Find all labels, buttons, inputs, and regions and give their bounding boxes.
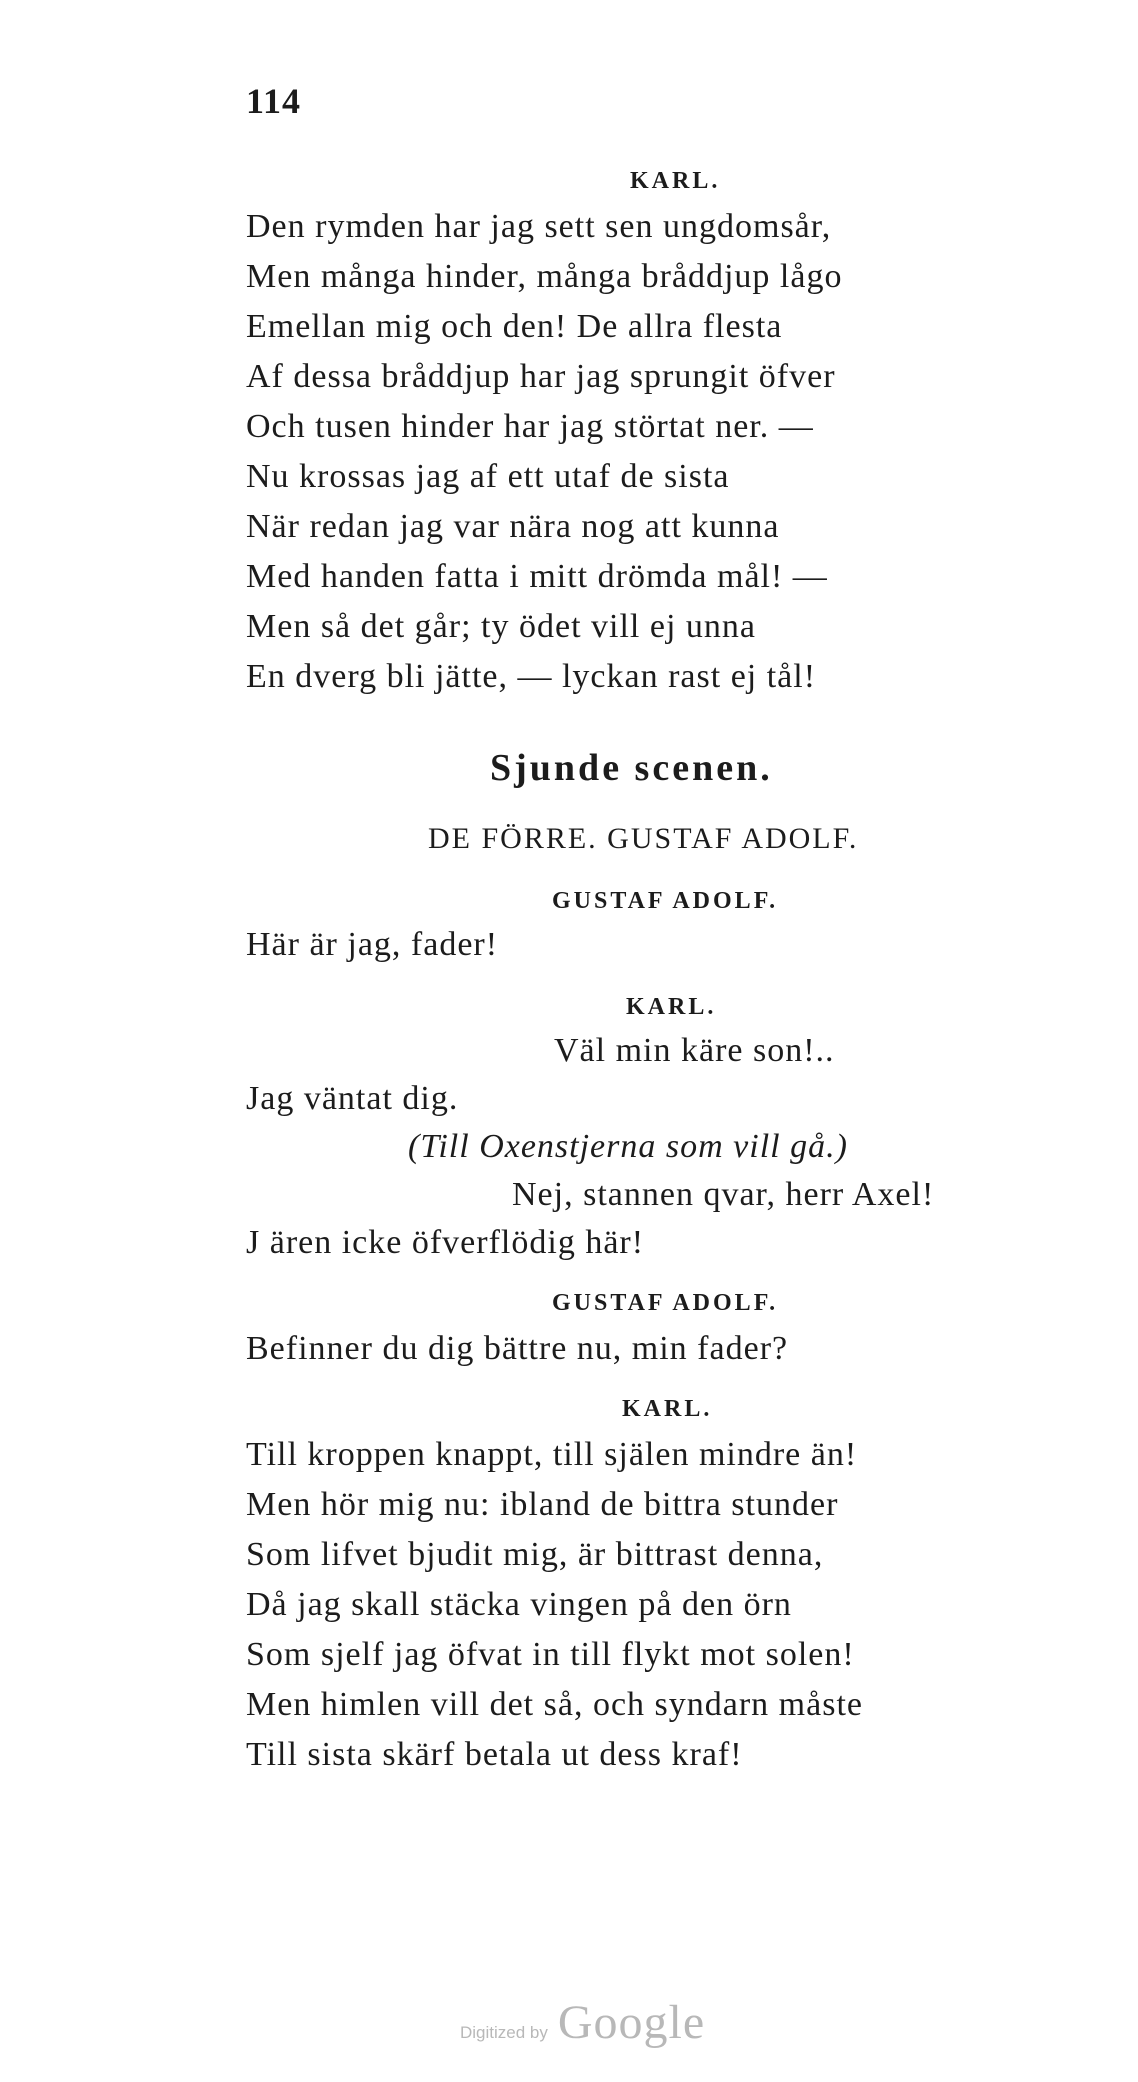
verse-line: Af dessa bråddjup har jag sprungit öfver: [246, 358, 836, 395]
verse-line: Med handen fatta i mitt drömda mål! —: [246, 558, 828, 595]
verse-line: När redan jag var nära nog att kunna: [246, 508, 780, 545]
verse-line: Som sjelf jag öfvat in till flykt mot solen!: [246, 1636, 855, 1673]
verse-line: J ären icke öfverflödig här!: [246, 1224, 645, 1261]
verse-line: Här är jag, fader!: [246, 926, 499, 963]
verse-line: Emellan mig och den! De allra flesta: [246, 308, 783, 345]
verse-line: Till sista skärf betala ut dess kraf!: [246, 1736, 743, 1773]
scene-title: Sjunde scenen.: [490, 747, 773, 789]
speaker-gustaf-adolf: GUSTAF ADOLF.: [552, 888, 779, 914]
verse-line: Och tusen hinder har jag störtat ner. —: [246, 408, 814, 445]
speaker-gustaf-adolf: GUSTAF ADOLF.: [552, 1290, 779, 1316]
scene-characters: DE FÖRRE. GUSTAF ADOLF.: [428, 822, 859, 855]
speaker-karl: KARL.: [622, 1396, 713, 1422]
google-logo: Google: [557, 1996, 706, 2049]
verse-line: Men hör mig nu: ibland de bittra stunder: [246, 1486, 839, 1523]
verse-line: Till kroppen knappt, till själen mindre än!: [246, 1436, 858, 1473]
verse-line: Nej, stannen qvar, herr Axel!: [512, 1176, 935, 1213]
watermark-prefix: Digitized by: [460, 2023, 548, 2042]
page-number: 114: [246, 81, 302, 121]
verse-line: Den rymden har jag sett sen ungdomsår,: [246, 208, 832, 245]
verse-line: Men himlen vill det så, och syndarn måste: [246, 1686, 863, 1723]
stage-direction: (Till Oxenstjerna som vill gå.): [408, 1128, 848, 1165]
verse-line: En dverg bli jätte, — lyckan rast ej tål!: [246, 658, 817, 695]
verse-line: Väl min käre son!..: [554, 1032, 835, 1069]
speaker-karl: KARL.: [626, 994, 717, 1020]
verse-line: Men många hinder, många bråddjup lågo: [246, 258, 843, 295]
verse-line: Nu krossas jag af ett utaf de sista: [246, 458, 730, 495]
verse-line: Befinner du dig bättre nu, min fader?: [246, 1330, 789, 1367]
verse-line: Jag väntat dig.: [246, 1080, 459, 1117]
verse-line: Men så det går; ty ödet vill ej unna: [246, 608, 756, 645]
speaker-karl: KARL.: [630, 168, 721, 194]
verse-line: Som lifvet bjudit mig, är bittrast denna,: [246, 1536, 824, 1573]
digitized-watermark: [460, 1995, 705, 2050]
verse-line: Då jag skall stäcka vingen på den örn: [246, 1586, 792, 1623]
